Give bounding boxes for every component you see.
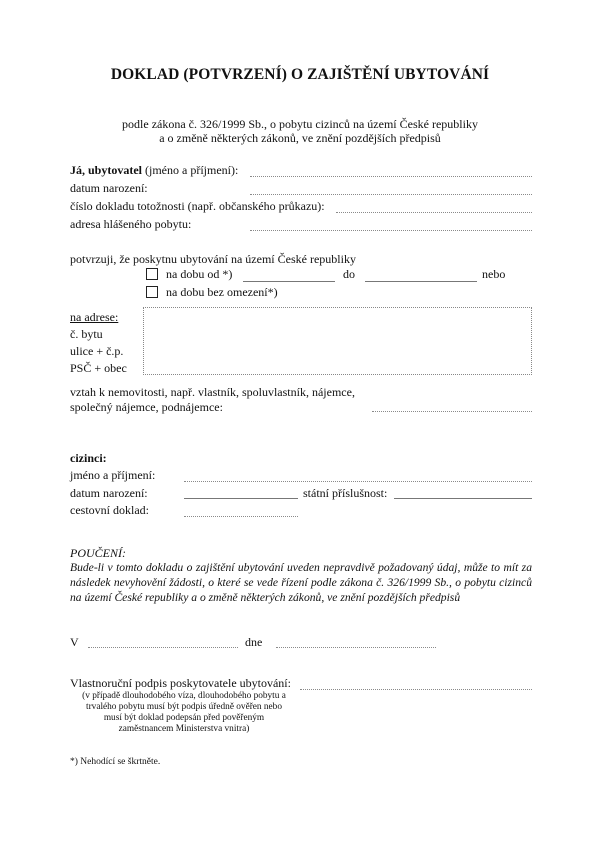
or-label: nebo bbox=[482, 267, 506, 281]
address-street-label: ulice + č.p. bbox=[70, 344, 124, 358]
provider-id-doc-label: číslo dokladu totožnosti (např. občanského průkazu): bbox=[70, 199, 325, 213]
provider-name-label bbox=[70, 163, 238, 178]
unlimited-checkbox[interactable] bbox=[146, 286, 158, 298]
citizenship-label: státní příslušnost: bbox=[303, 486, 388, 500]
provider-address-field[interactable] bbox=[250, 230, 532, 231]
foreigner-birth-field[interactable] bbox=[184, 498, 298, 499]
provider-name-field[interactable] bbox=[250, 176, 532, 177]
provider-birth-label: datum narození: bbox=[70, 181, 148, 195]
provider-id-doc-field[interactable] bbox=[336, 212, 532, 213]
passport-label: cestovní doklad: bbox=[70, 503, 149, 517]
confirmation-intro: potvrzuji, že poskytnu ubytování na území České republiky bbox=[70, 252, 356, 266]
instruction-heading: POUČENÍ: bbox=[70, 546, 126, 560]
instruction-text: Bude-li v tomto dokladu o zajištění ubytování uveden nepravdivě požadovaný údaj, může to mít za následek nevyhovění žádosti, o které se vede řízení podle zákona č. 326/1999 Sb., o pobytu cizinců na území České republiky a o změně některých zákonů, ve znění pozdějších předpisů bbox=[70, 561, 532, 604]
period-to-label: do bbox=[343, 267, 355, 281]
address-heading: na adrese: bbox=[70, 310, 119, 324]
address-input-box[interactable] bbox=[143, 307, 532, 375]
citizenship-field[interactable] bbox=[394, 498, 532, 499]
address-flat-label: č. bytu bbox=[70, 327, 103, 341]
period-option-label: na dobu od *) bbox=[166, 267, 233, 281]
date-label: dne bbox=[245, 635, 263, 649]
relation-field[interactable] bbox=[372, 411, 532, 412]
passport-field[interactable] bbox=[184, 516, 298, 517]
provider-birth-field[interactable] bbox=[250, 194, 532, 195]
signature-note-line-3: musí být doklad podepsán před pověřeným bbox=[103, 713, 265, 723]
provider-label-bold: Já, ubytovatel bbox=[70, 163, 142, 177]
signature-note-line-4: zaměstnancem Ministerstva vnitra) bbox=[118, 724, 250, 734]
signature-label: Vlastnoruční podpis poskytovatele ubytování: bbox=[70, 676, 291, 690]
signature-note-line-2: trvalého pobytu musí být podpis úředně ověřen nebo bbox=[86, 702, 282, 712]
place-field[interactable] bbox=[88, 647, 238, 648]
provider-label-rest: (jméno a příjmení): bbox=[142, 163, 239, 177]
relation-label-line-2: společný nájemce, podnájemce: bbox=[70, 400, 223, 414]
document-title: DOKLAD (POTVRZENÍ) O ZAJIŠTĚNÍ UBYTOVÁNÍ bbox=[110, 66, 490, 83]
legal-basis-line-2: a o změně některých zákonů, ve znění pozdějších předpisů bbox=[159, 131, 441, 145]
date-field[interactable] bbox=[276, 647, 436, 648]
foreigners-heading: cizinci: bbox=[70, 451, 107, 465]
signature-field[interactable] bbox=[300, 689, 532, 690]
foreigner-name-label: jméno a příjmení: bbox=[70, 468, 156, 482]
period-to-field[interactable] bbox=[365, 281, 477, 282]
foreigner-name-field[interactable] bbox=[184, 481, 532, 482]
foreigner-birth-label: datum narození: bbox=[70, 486, 148, 500]
place-label: V bbox=[70, 635, 79, 649]
period-from-field[interactable] bbox=[243, 281, 335, 282]
signature-note-line-1: (v případě dlouhodobého víza, dlouhodobého pobytu a bbox=[82, 691, 286, 701]
relation-label-line-1: vztah k nemovitosti, např. vlastník, spoluvlastník, nájemce, bbox=[70, 385, 355, 399]
provider-address-label: adresa hlášeného pobytu: bbox=[70, 217, 192, 231]
unlimited-option-label: na dobu bez omezení*) bbox=[166, 285, 278, 299]
address-zip-label: PSČ + obec bbox=[70, 361, 127, 375]
period-checkbox[interactable] bbox=[146, 268, 158, 280]
footnote: *) Nehodící se škrtněte. bbox=[70, 757, 161, 767]
legal-basis-line-1: podle zákona č. 326/1999 Sb., o pobytu cizinců na území České republiky bbox=[122, 117, 478, 131]
